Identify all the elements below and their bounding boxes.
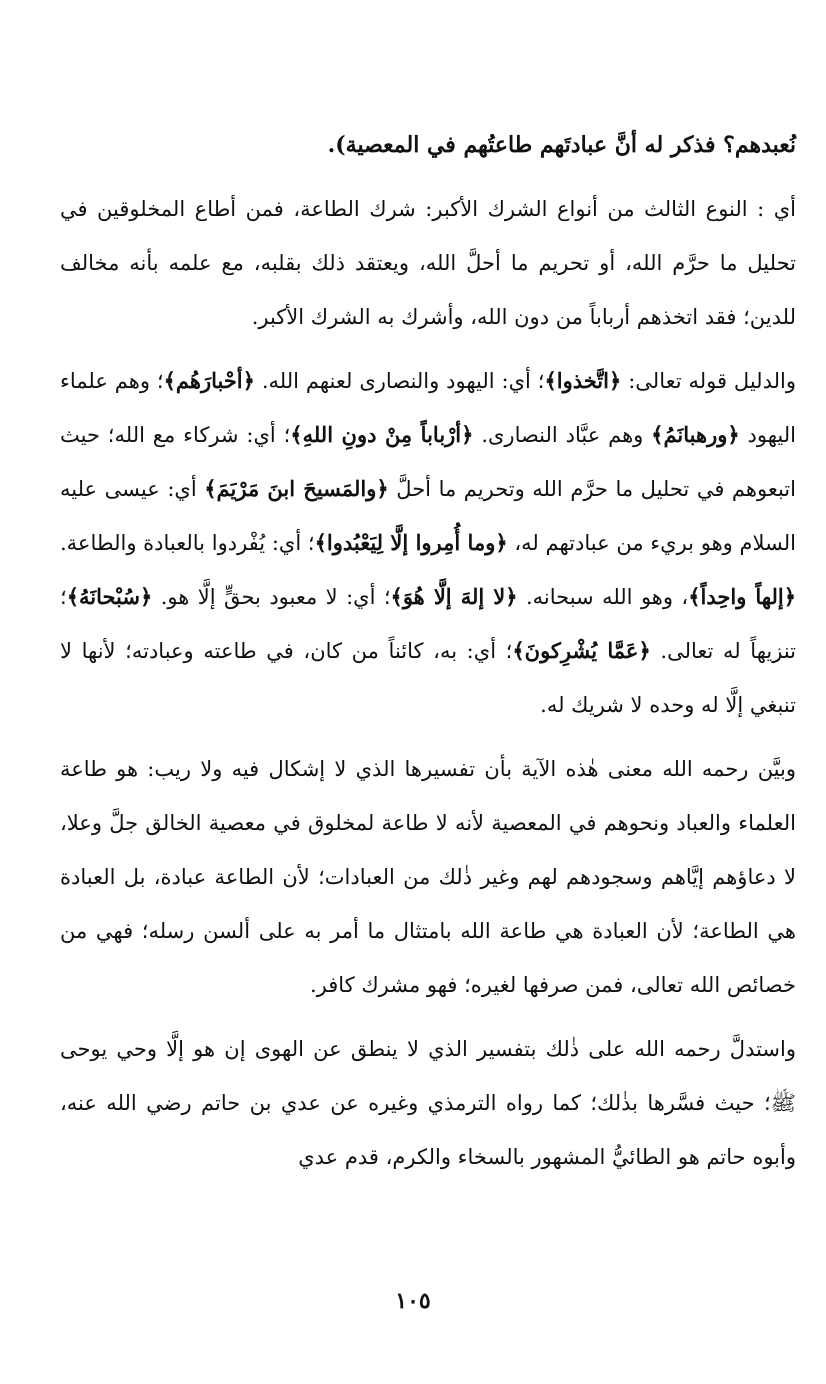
verse-fragment: ﴿اتَّخذوا﴾ [544, 368, 622, 393]
text-segment: أي: عيسى عليه السلام وهو بريء من عبادتهم له، [60, 477, 796, 555]
verse-fragment: ﴿أرْباباً مِنْ دونِ اللهِ﴾ [290, 422, 474, 447]
text-segment: وهم عبَّاد النصارى. [473, 423, 652, 447]
text-segment: ؛ أي: شركاء مع الله؛ حيث اتبعوهم في تحليل ما حرَّم الله وتحريم ما أحلَّ [60, 423, 796, 501]
text-segment: ؛ أي: اليهود والنصارى لعنهم الله. [254, 369, 545, 393]
verse-fragment: ﴿ورهبانَمُ﴾ [651, 422, 740, 447]
text-segment: والدليل قوله تعالى: [621, 369, 796, 393]
paragraph-shirk-of-obedience [60, 182, 796, 344]
verse-fragment: ﴿وما أُمِروا إلَّا لِيَعْبُدوا﴾ [314, 530, 508, 555]
verse-fragment: ﴿أحْبارَهُم﴾ [163, 368, 255, 393]
text-segment: ؛ وهم علماء اليهود [60, 369, 796, 447]
verse-fragment: ﴿لا إلهَ إلَّا هُوَ﴾ [390, 584, 518, 609]
verse-fragment: ﴿والمَسيحَ ابنَ مَرْيَمَ﴾ [204, 476, 389, 501]
paragraph-verse-meaning [60, 742, 796, 1012]
paragraph-text: أي : النوع الثالث من أنواع الشرك الأكبر: شرك الطاعة، فمن أطاع المخلوقين في تحليل ما حرَّم الله، أو تحريم ما أحلَّ الله، ويعتقد ذلك بقلبه، مع علمه بأنه مخالف للدين؛ فقد اتخذهم أرباباً من دون الله، وأشرك به الشرك الأكبر. [60, 197, 796, 329]
heading-paragraph [60, 118, 796, 172]
page-body [60, 118, 796, 1184]
paragraph-text: وبيَّن رحمه الله معنى هٰذه الآية بأن تفسيرها الذي لا إشكال فيه ولا ريب: هو طاعة العلماء والعباد ونحوهم في المعصية لأنه لا طاعة لمخلوق في معصية الخالق جلَّ وعلا، لا دعاؤهم إيَّاهم وسجودهم لهم وغير ذٰلك من العبادات؛ لأن الطاعة عبادة، بل العبادة هي الطاعة؛ لأن العبادة هي طاعة الله بامتثال ما أمر به على ألسن رسله؛ فهي من خصائص الله تعالى، فمن صرفها لغيره؛ فهو مشرك كافر. [60, 757, 796, 997]
text-segment: ؛ أي: لا معبود بحقٍّ إلَّا هو. [152, 585, 391, 609]
paragraph-text: واستدلَّ رحمه الله على ذٰلك بتفسير الذي لا ينطق عن الهوى إن هو إلَّا وحي يوحى ﷺ؛ حيث فسَّرها بذٰلك؛ كما رواه الترمذي وغيره عن عدي بن حاتم رضي الله عنه، وأبوه حاتم هو الطائيُّ المشهور بالسخاء والكرم، قدم عدي [60, 1037, 796, 1169]
verse-fragment: ﴿إلهاً واحِداً﴾ [688, 584, 797, 609]
paragraph-prophetic-tafsir [60, 1022, 796, 1184]
verse-fragment: ﴿عَمَّا يُشْرِكونَ﴾ [512, 638, 651, 663]
text-segment: ؛ أي: به، كائناً من كان، في طاعته وعبادته؛ لأنها لا تنبغي إلَّا له وحده لا شريك له. [60, 639, 796, 717]
text-segment: ؛ تنزيهاً له تعالى. [60, 585, 797, 663]
text-segment: ، وهو الله سبحانه. [517, 585, 689, 609]
paragraph-text: نُعبدهم؟ فذكر له أنَّ عبادتَهم طاعتُهم في المعصية). [327, 132, 796, 158]
paragraph-evidence-verse [60, 354, 796, 732]
verse-fragment: ﴿سُبْحانَهُ﴾ [66, 584, 153, 609]
text-segment: ؛ أي: يُفْردوا بالعبادة والطاعة. [60, 531, 315, 555]
page-number: ١٠٥ [395, 1288, 431, 1314]
